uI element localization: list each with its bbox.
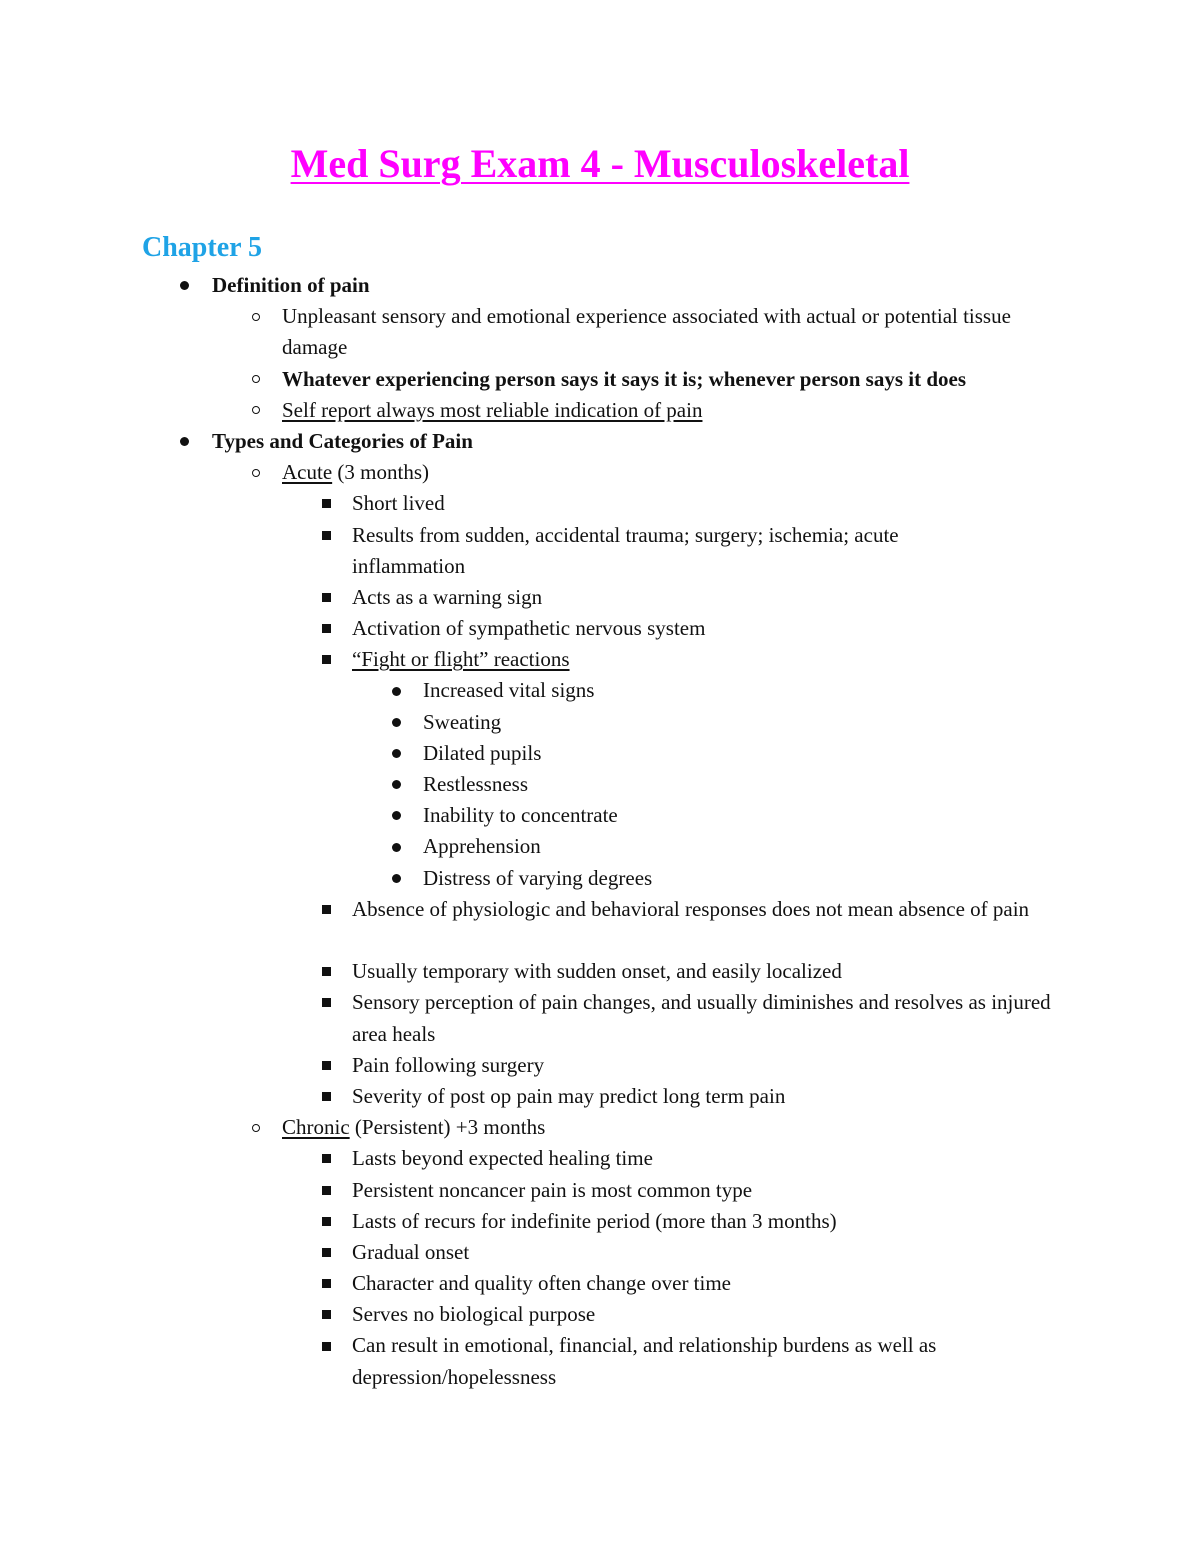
list-item-label: Absence of physiologic and behavioral responses does not mean absence of pain [352,896,1030,921]
list-item [0,301,1200,363]
list-item [0,987,1200,1049]
chapter-heading: Chapter 5 [142,232,263,263]
bullet-square-icon [316,644,336,675]
bullet-dot-icon [386,863,406,894]
list-item-label: Unpleasant sensory and emotional experience associated with actual or potential tissue damage [282,304,1011,360]
list-item-label: Severity of post op pain may predict long term pain [352,1083,786,1108]
bullet-square-icon [316,1237,336,1268]
list-item-label: Serves no biological purpose [352,1302,596,1327]
list-item [0,1206,1200,1237]
list-item-label: Inability to concentrate [423,803,618,828]
list-item-label: Results from sudden, accidental trauma; surgery; ischemia; acute inflammation [352,522,899,578]
list-item [0,520,1200,582]
bullet-square-icon [316,1268,336,1299]
list-item [0,364,1200,395]
bullet-circle-icon [246,395,266,426]
list-item-label: Whatever experiencing person says it says it is; whenever person says it does [282,366,967,391]
list-item-label: “Fight or flight” reactions [352,647,570,672]
notes-outline [0,270,1200,1393]
bullet-square-icon [316,894,336,925]
list-item [0,1299,1200,1330]
list-item [0,769,1200,800]
bullet-square-icon [316,488,336,519]
bullet-square-icon [316,613,336,644]
list-item [0,1143,1200,1174]
bullet-square-icon [316,520,336,551]
list-item-label: Sweating [423,709,502,734]
bullet-square-icon [316,582,336,613]
bullet-square-icon [316,956,336,987]
list-item [0,1050,1200,1081]
list-item [0,270,1200,301]
list-item-label: Gradual onset [352,1239,470,1264]
list-item-label: Restlessness [423,772,528,797]
list-item-label: Increased vital signs [423,678,595,703]
bullet-circle-icon [246,457,266,488]
list-item-label: Short lived [352,491,445,516]
list-item-label [282,457,1062,488]
list-item [0,1330,1200,1392]
list-item [0,894,1200,956]
list-item-label: Acts as a warning sign [352,584,543,609]
page-title: Med Surg Exam 4 - Musculoskeletal [290,141,910,186]
list-item-label: Persistent noncancer pain is most common type [352,1177,753,1202]
list-item [0,863,1200,894]
list-item [0,582,1200,613]
list-item-label: Lasts beyond expected healing time [352,1146,653,1171]
list-item-label: Usually temporary with sudden onset, and easily localized [352,959,842,984]
acute-duration: (3 months) [332,460,429,485]
bullet-square-icon [316,1330,336,1361]
bullet-dot-icon [174,426,194,457]
list-item [0,426,1200,457]
bullet-dot-icon [386,800,406,831]
acute-term: Acute [282,460,333,485]
list-item [0,800,1200,831]
list-item [0,956,1200,987]
list-item-label: Sensory perception of pain changes, and usually diminishes and resolves as injured area heals [352,990,1051,1046]
bullet-dot-icon [386,769,406,800]
list-item [0,1175,1200,1206]
chronic-duration: (Persistent) +3 months [349,1115,546,1140]
list-item [0,1112,1200,1143]
bullet-dot-icon [386,738,406,769]
bullet-circle-icon [246,1112,266,1143]
list-item-label: Can result in emotional, financial, and relationship burdens as well as depression/hopelessness [352,1333,937,1389]
list-item [0,831,1200,862]
bullet-dot-icon [386,675,406,706]
list-item [0,1268,1200,1299]
bullet-dot-icon [174,270,194,301]
list-item-label: Apprehension [423,834,541,859]
list-item-label: Self report always most reliable indication of pain [282,397,703,422]
bullet-circle-icon [246,301,266,332]
list-item [0,738,1200,769]
bullet-square-icon [316,1206,336,1237]
bullet-square-icon [316,1175,336,1206]
list-item [0,1237,1200,1268]
list-item-label: Activation of sympathetic nervous system [352,616,706,641]
list-item-label: Types and Categories of Pain [212,428,473,453]
bullet-square-icon [316,1143,336,1174]
list-item [0,488,1200,519]
list-item [0,613,1200,644]
list-item-label: Definition of pain [212,273,370,297]
bullet-dot-icon [386,831,406,862]
chronic-term: Chronic [282,1115,350,1140]
bullet-square-icon [316,987,336,1018]
list-item [0,1081,1200,1112]
list-item [0,707,1200,738]
list-item-label: Distress of varying degrees [423,865,653,890]
bullet-square-icon [316,1050,336,1081]
bullet-square-icon [316,1081,336,1112]
list-item-label [282,1112,1062,1143]
list-item-label: Character and quality often change over time [352,1271,732,1296]
bullet-dot-icon [386,707,406,738]
list-item-label: Lasts of recurs for indefinite period (more than 3 months) [352,1208,837,1233]
list-item-label: Pain following surgery [352,1052,545,1077]
list-item [0,395,1200,426]
list-item [0,675,1200,706]
bullet-circle-icon [246,364,266,395]
list-item [0,457,1200,488]
bullet-square-icon [316,1299,336,1330]
list-item-label: Dilated pupils [423,740,542,765]
list-item [0,644,1200,675]
